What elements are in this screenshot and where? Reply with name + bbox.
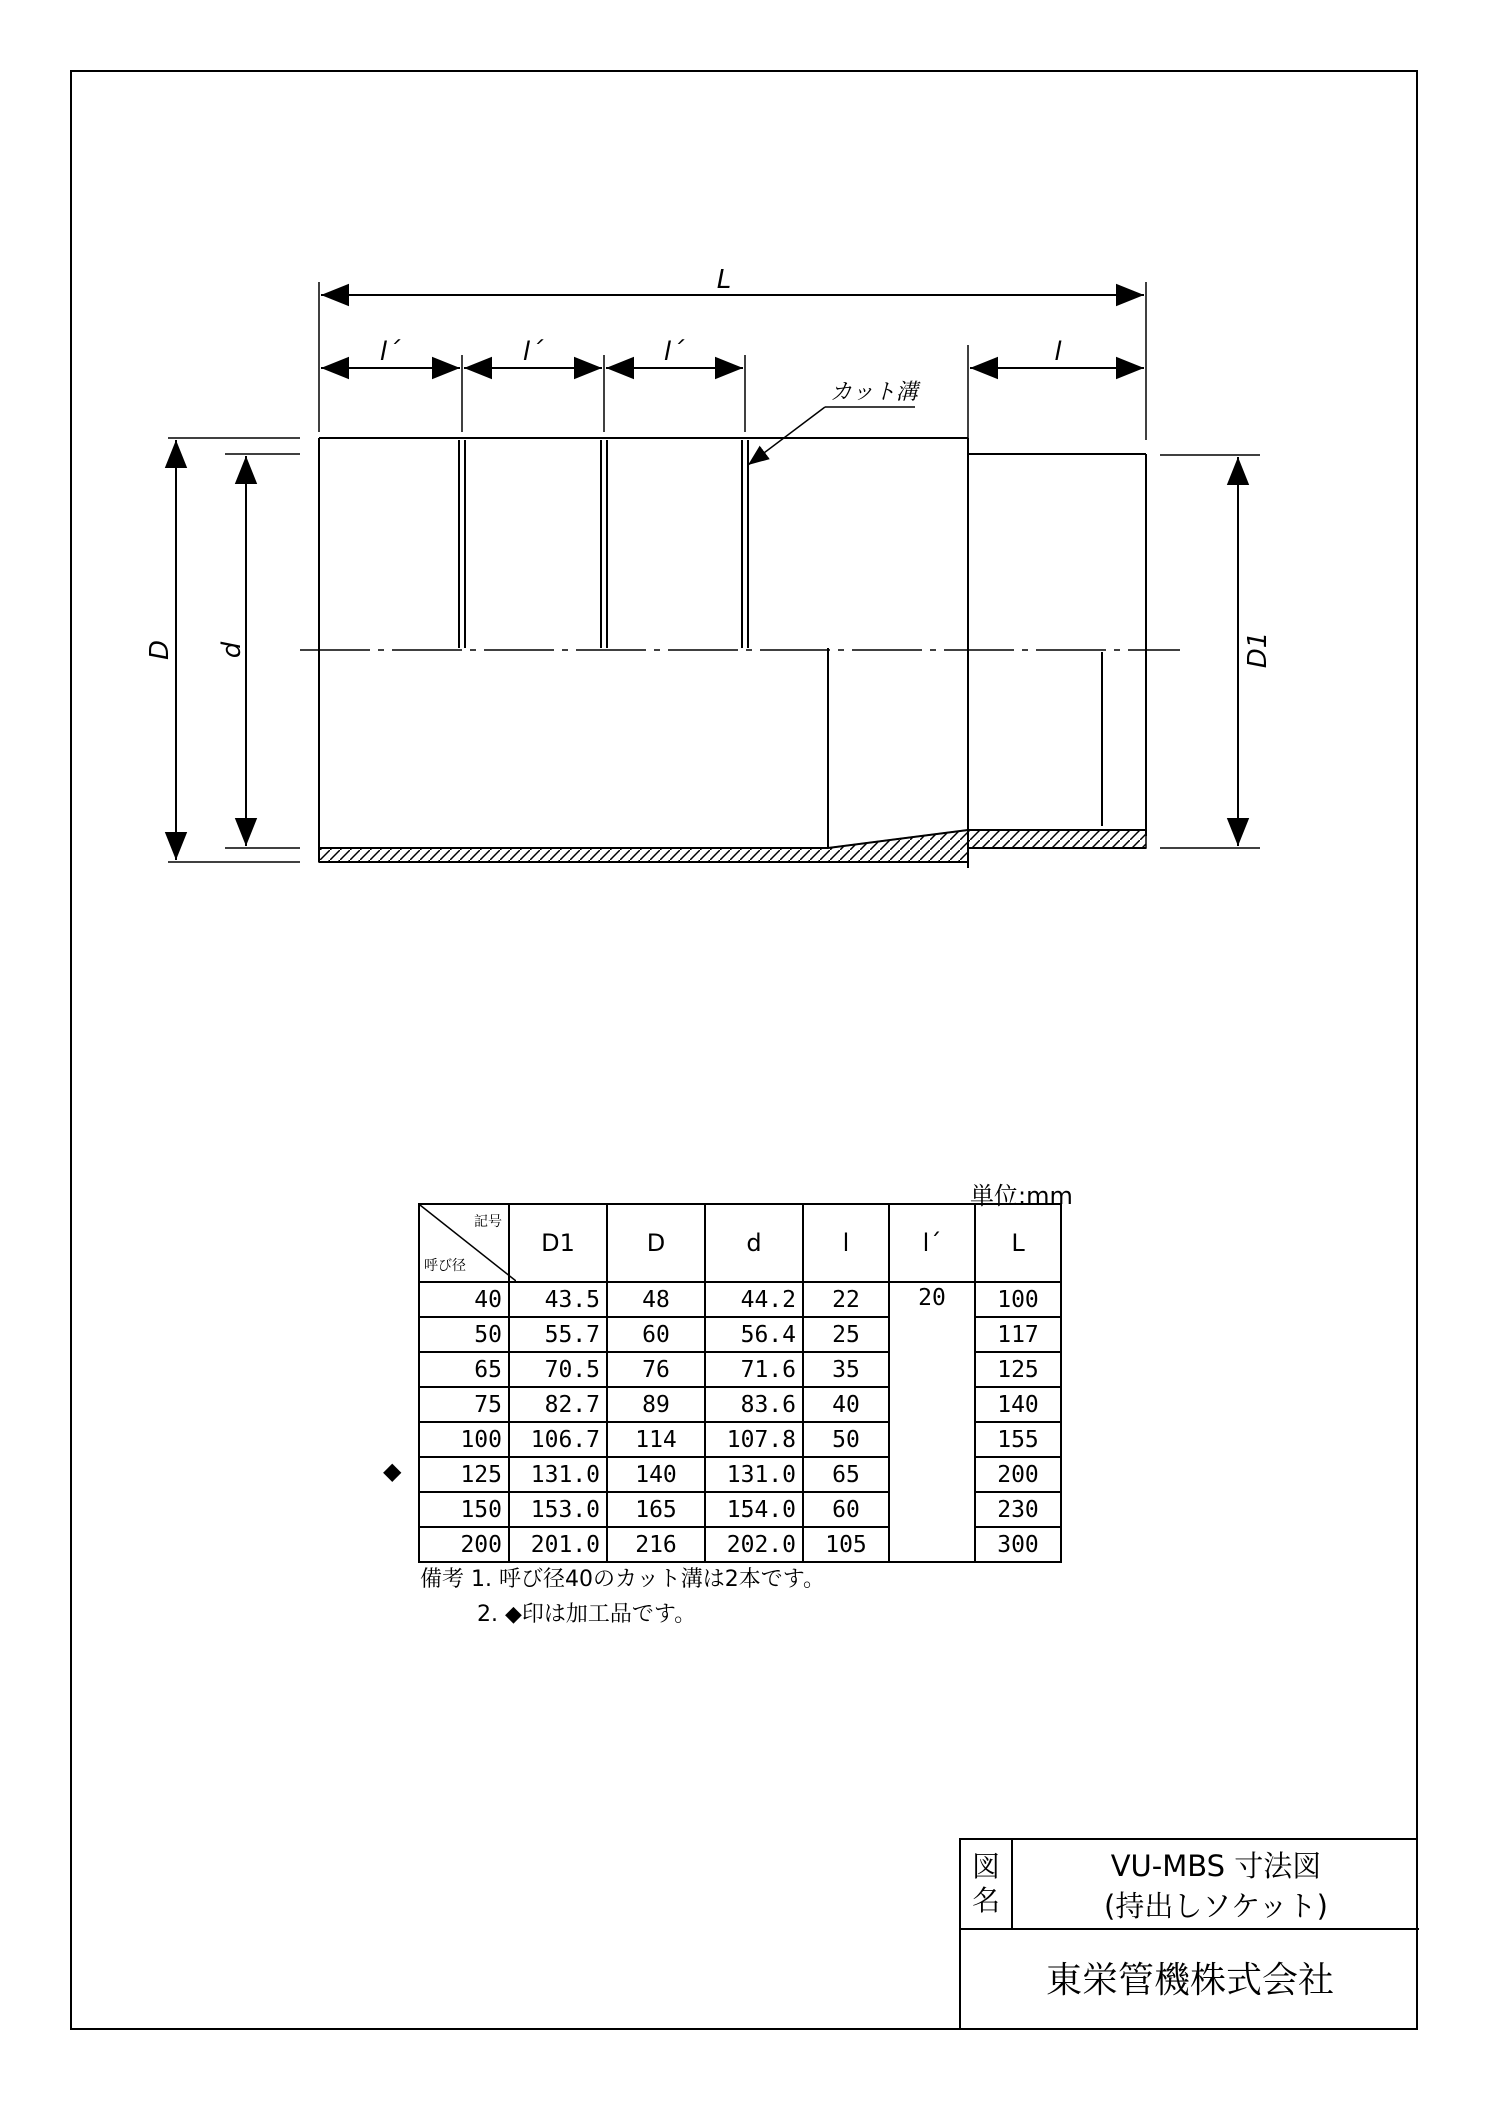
corner-header-cell [419, 1204, 509, 1282]
cell-l: 50 [803, 1422, 889, 1457]
cell-l: 22 [803, 1282, 889, 1317]
label-l-prime-1: l´ [379, 337, 401, 367]
cell-L: 117 [975, 1317, 1061, 1352]
header-l: l [803, 1204, 889, 1282]
cell-l: 35 [803, 1352, 889, 1387]
cell-d: 83.6 [705, 1387, 803, 1422]
cell-l: 40 [803, 1387, 889, 1422]
cell-size: 200 [419, 1527, 509, 1562]
label-L: L [716, 265, 732, 295]
label-l-prime-3: l´ [663, 337, 685, 367]
cell-size: 150 [419, 1492, 509, 1527]
cell-d: 202.0 [705, 1527, 803, 1562]
label-d: d [217, 641, 247, 659]
cell-size: 40 [419, 1282, 509, 1317]
cell-L: 300 [975, 1527, 1061, 1562]
header-L: L [975, 1204, 1061, 1282]
header-D1: D1 [509, 1204, 607, 1282]
title-block [959, 1838, 1417, 2029]
drawing-name-label: 図 名 [961, 1840, 1013, 1930]
cell-D1: 70.5 [509, 1352, 607, 1387]
cell-D1: 82.7 [509, 1387, 607, 1422]
corner-label-symbol: 記号 [474, 1214, 502, 1230]
cut-grooves [459, 440, 748, 648]
remark-1: 備考 1. 呼び径40のカット溝は2本です。 [420, 1567, 825, 1592]
cell-D: 165 [607, 1492, 705, 1527]
remarks [420, 1562, 825, 1632]
cell-D: 76 [607, 1352, 705, 1387]
cut-groove-leader [748, 407, 915, 465]
cell-size: 100 [419, 1422, 509, 1457]
cell-L: 100 [975, 1282, 1061, 1317]
cell-size: 75 [419, 1387, 509, 1422]
cell-L: 200 [975, 1457, 1061, 1492]
cell-L: 125 [975, 1352, 1061, 1387]
cell-d: 107.8 [705, 1422, 803, 1457]
cell-D1: 201.0 [509, 1527, 607, 1562]
cell-size: 65 [419, 1352, 509, 1387]
cell-D1: 55.7 [509, 1317, 607, 1352]
remark-2: 2. ◆印は加工品です。 [477, 1602, 697, 1627]
cell-D: 89 [607, 1387, 705, 1422]
dimension-lines [176, 295, 1238, 860]
cell-l-prime: 20 [889, 1282, 975, 1562]
cell-l: 105 [803, 1527, 889, 1562]
cell-D: 114 [607, 1422, 705, 1457]
processed-mark: ◆ [383, 1457, 402, 1485]
cell-L: 140 [975, 1387, 1061, 1422]
spec-table [418, 1203, 1062, 1563]
label-l: l [1054, 337, 1062, 367]
cell-D1: 106.7 [509, 1422, 607, 1457]
drawing-name-line1: VU-MBS 寸法図 [1110, 1849, 1322, 1883]
header-d: d [705, 1204, 803, 1282]
table-row [419, 1282, 1061, 1317]
cell-size: 125 [419, 1457, 509, 1492]
cell-D: 140 [607, 1457, 705, 1492]
cell-d: 131.0 [705, 1457, 803, 1492]
cell-d: 154.0 [705, 1492, 803, 1527]
label-cut-groove: カット溝 [830, 380, 918, 405]
cell-D1: 131.0 [509, 1457, 607, 1492]
header-l-prime: l´ [889, 1204, 975, 1282]
cell-L: 155 [975, 1422, 1061, 1457]
drawing-name [1013, 1840, 1419, 1930]
cell-L: 230 [975, 1492, 1061, 1527]
cell-size: 50 [419, 1317, 509, 1352]
label-l-prime-2: l´ [522, 337, 544, 367]
socket-body [319, 438, 1146, 868]
drawing-name-line2: (持出しソケット) [1104, 1889, 1328, 1923]
cell-D: 216 [607, 1527, 705, 1562]
corner-label-size: 呼び径 [424, 1258, 466, 1274]
cell-D1: 43.5 [509, 1282, 607, 1317]
unit-label: 単位:mm [970, 1182, 1073, 1210]
cell-d: 71.6 [705, 1352, 803, 1387]
cell-d: 56.4 [705, 1317, 803, 1352]
cell-l: 25 [803, 1317, 889, 1352]
header-D: D [607, 1204, 705, 1282]
cell-D: 48 [607, 1282, 705, 1317]
company-name: 東栄管機株式会社 [1045, 1960, 1334, 2001]
cell-D1: 153.0 [509, 1492, 607, 1527]
cell-l: 60 [803, 1492, 889, 1527]
table-header-row [419, 1204, 1061, 1282]
dimension-labels [145, 265, 1273, 668]
cell-D: 60 [607, 1317, 705, 1352]
cell-d: 44.2 [705, 1282, 803, 1317]
cell-l: 65 [803, 1457, 889, 1492]
label-D: D [145, 639, 175, 661]
wall-section [319, 830, 1146, 862]
label-D1: D1 [1243, 631, 1273, 669]
socket-drawing [0, 0, 1488, 1000]
